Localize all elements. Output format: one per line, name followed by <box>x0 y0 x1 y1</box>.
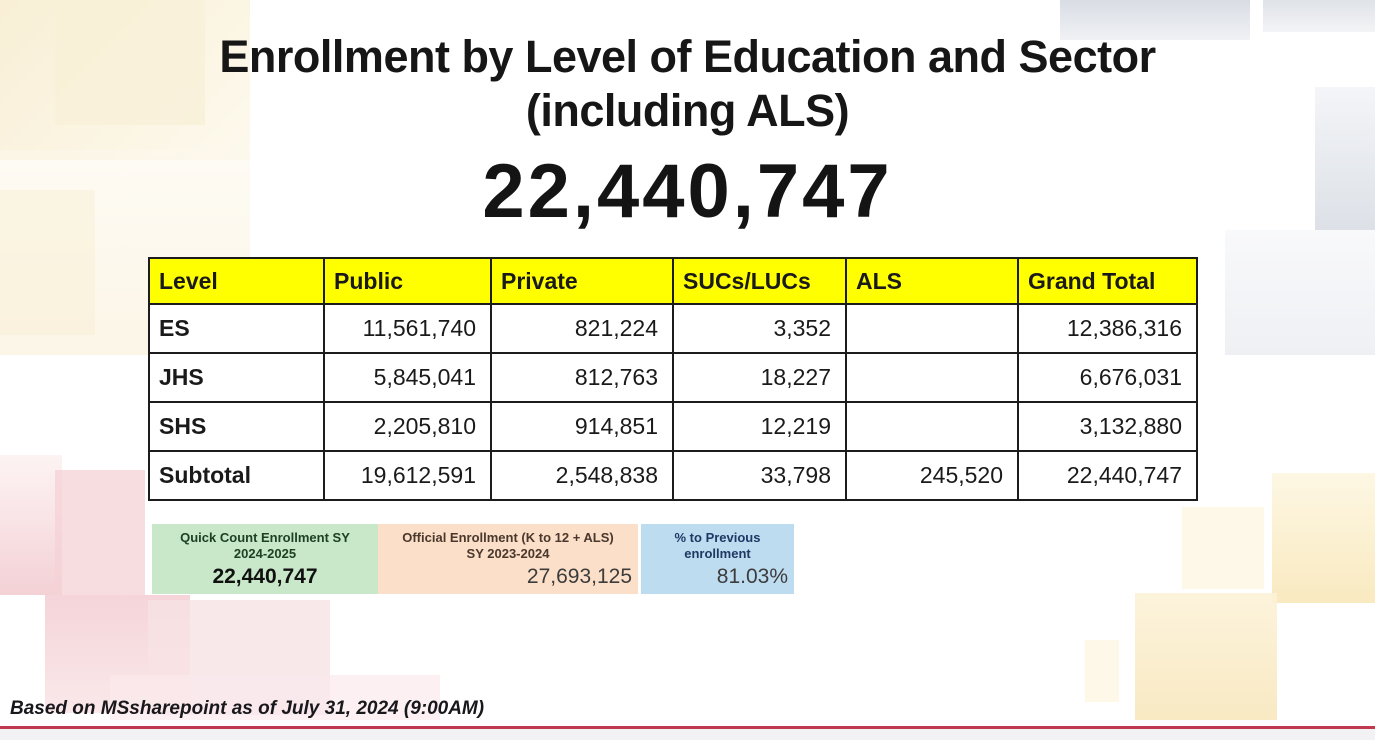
cell-private: 2,548,838 <box>491 451 673 500</box>
column-header-als: ALS <box>846 258 1018 304</box>
cell-als <box>846 353 1018 402</box>
summary-box-official-enrollment <box>378 524 638 594</box>
column-header-private: Private <box>491 258 673 304</box>
decor-square-bottom-right <box>1272 473 1375 603</box>
summary-box-percent-previous <box>641 524 794 594</box>
cell-private: 821,224 <box>491 304 673 353</box>
column-header-level: Level <box>149 258 324 304</box>
cell-grand-total: 3,132,880 <box>1018 402 1197 451</box>
summary-box-label-line1: % to Previous <box>674 530 761 545</box>
column-header-public: Public <box>324 258 491 304</box>
cell-level: JHS <box>149 353 324 402</box>
enrollment-table <box>148 257 1198 501</box>
summary-box-label-line2: SY 2023-2024 <box>466 546 550 562</box>
cell-level: ES <box>149 304 324 353</box>
table-header-row <box>149 258 1197 304</box>
bottom-strip <box>0 729 1375 740</box>
cell-sucs-lucs: 12,219 <box>673 402 846 451</box>
cell-als <box>846 304 1018 353</box>
summary-box-quick-count <box>152 524 378 594</box>
cell-public: 2,205,810 <box>324 402 491 451</box>
summary-box-value: 81.03% <box>716 564 788 588</box>
column-header-grand-total: Grand Total <box>1018 258 1197 304</box>
cell-grand-total: 12,386,316 <box>1018 304 1197 353</box>
cell-private: 812,763 <box>491 353 673 402</box>
summary-box-value: 22,440,747 <box>212 564 318 588</box>
cell-sucs-lucs: 3,352 <box>673 304 846 353</box>
page-title <box>0 30 1375 138</box>
cell-sucs-lucs: 18,227 <box>673 353 846 402</box>
page-title-line2: (including ALS) <box>525 85 850 136</box>
decor-square-top-right <box>1263 0 1375 32</box>
cell-sucs-lucs: 33,798 <box>673 451 846 500</box>
summary-box-label <box>152 530 378 563</box>
decor-square-bottom-right <box>1182 507 1264 589</box>
decor-square-bottom-left <box>55 470 145 595</box>
table-row-jhs <box>149 353 1197 402</box>
decor-square-bottom-left <box>0 455 62 595</box>
decor-square-bottom-right <box>1085 640 1119 702</box>
summary-box-label-line1: Official Enrollment (K to 12 + ALS) <box>402 530 614 545</box>
cell-als <box>846 402 1018 451</box>
summary-box-label-line2: enrollment <box>684 546 751 562</box>
summary-box-label-line2: 2024-2025 <box>233 546 297 562</box>
cell-als: 245,520 <box>846 451 1018 500</box>
summary-box-value: 27,693,125 <box>526 564 632 588</box>
page-title-line1: Enrollment by Level of Education and Sector <box>219 31 1156 82</box>
summary-box-label <box>641 530 794 563</box>
decor-square-bottom-right <box>1135 593 1277 720</box>
decor-square-top-right <box>1225 230 1375 355</box>
cell-public: 19,612,591 <box>324 451 491 500</box>
table-row-subtotal <box>149 451 1197 500</box>
footer-note: Based on MSsharepoint as of July 31, 2024 (9:00AM) <box>10 698 485 719</box>
table-row-shs <box>149 402 1197 451</box>
cell-level: Subtotal <box>149 451 324 500</box>
column-header-sucs-lucs: SUCs/LUCs <box>673 258 846 304</box>
headline-total: 22,440,747 <box>482 149 893 234</box>
cell-grand-total: 22,440,747 <box>1018 451 1197 500</box>
summary-box-label <box>378 530 638 563</box>
cell-public: 11,561,740 <box>324 304 491 353</box>
cell-private: 914,851 <box>491 402 673 451</box>
cell-grand-total: 6,676,031 <box>1018 353 1197 402</box>
summary-box-label-line1: Quick Count Enrollment SY <box>180 530 350 545</box>
table-row-es <box>149 304 1197 353</box>
cell-level: SHS <box>149 402 324 451</box>
cell-public: 5,845,041 <box>324 353 491 402</box>
